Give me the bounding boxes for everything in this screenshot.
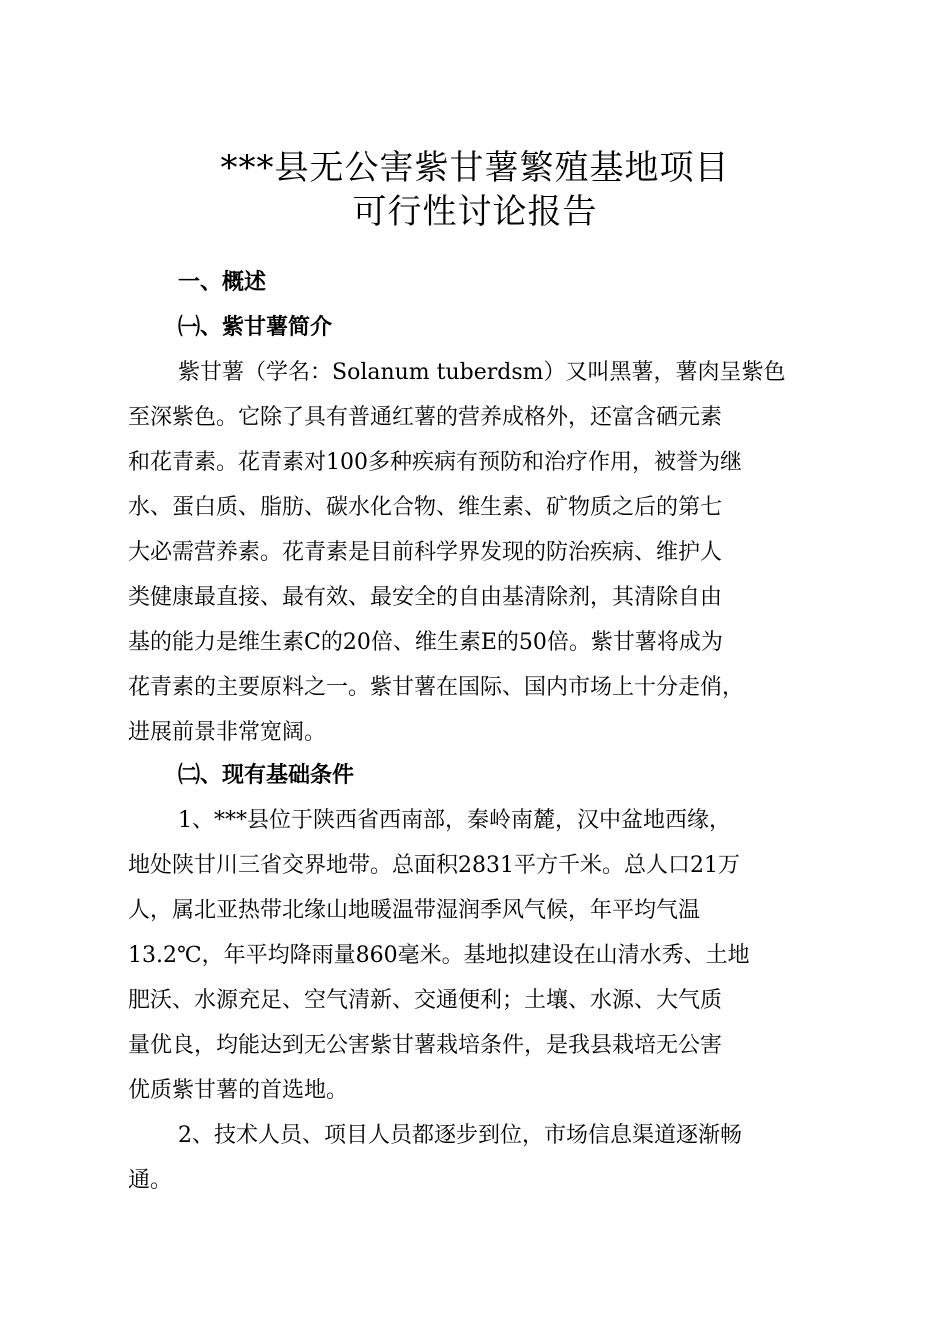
paragraph-line: 量优良，均能达到无公害紫甘薯栽培条件，是我县栽培无公害 xyxy=(128,1033,723,1058)
paragraph-line: 人，属北亚热带北缘山地暖温带湿润季风气候，年平均气温 xyxy=(128,898,701,923)
subsection-heading-conditions: ㈡、现有基础条件 xyxy=(178,763,355,788)
doc-title-line2: 可行性讨论报告 xyxy=(352,192,598,232)
section-heading-overview: 一、概述 xyxy=(178,270,267,295)
paragraph-line: 类健康最直接、最有效、最安全的自由基清除剂，其清除自由 xyxy=(128,585,723,610)
paragraph-line: 大必需营养素。花青素是目前科学界发现的防治疾病、维护人 xyxy=(128,540,723,565)
paragraph-line: 基的能力是维生素C的20倍、维生素E的50倍。紫甘薯将成为 xyxy=(128,630,723,655)
paragraph-line: 地处陕甘川三省交界地带。总面积2831平方千米。总人口21万 xyxy=(128,853,740,878)
paragraph-line: 优质紫甘薯的首选地。 xyxy=(128,1078,349,1103)
paragraph-line: 水、蛋白质、脂肪、碳水化合物、维生素、矿物质之后的第七 xyxy=(128,495,723,520)
paragraph-line: 紫甘薯（学名：Solanum tuberdsm）又叫黑薯，薯肉呈紫色 xyxy=(178,360,786,385)
paragraph-line: 肥沃、水源充足、空气清新、交通便利；土壤、水源、大气质 xyxy=(128,988,723,1013)
paragraph-line: 13.2℃，年平均降雨量860毫米。基地拟建设在山清水秀、土地 xyxy=(128,943,750,968)
paragraph-line: 进展前景非常宽阔。 xyxy=(128,720,327,745)
doc-title-line1: ***县无公害紫甘薯繁殖基地项目 xyxy=(220,148,730,188)
paragraph-line: 通。 xyxy=(128,1168,173,1193)
paragraph-line: 花青素的主要原料之一。紫甘薯在国际、国内市场上十分走俏， xyxy=(128,675,745,700)
paragraph-line: 2、技术人员、项目人员都逐步到位，市场信息渠道逐渐畅 xyxy=(178,1123,742,1148)
paragraph-line: 和花青素。花青素对100多种疾病有预防和治疗作用，被誉为继 xyxy=(128,450,742,475)
paragraph-line: 至深紫色。它除了具有普通红薯的营养成格外，还富含硒元素 xyxy=(128,405,723,430)
subsection-heading-intro: ㈠、紫甘薯简介 xyxy=(178,315,333,340)
paragraph-line: 1、***县位于陕西省西南部，秦岭南麓，汉中盆地西缘， xyxy=(178,808,731,833)
